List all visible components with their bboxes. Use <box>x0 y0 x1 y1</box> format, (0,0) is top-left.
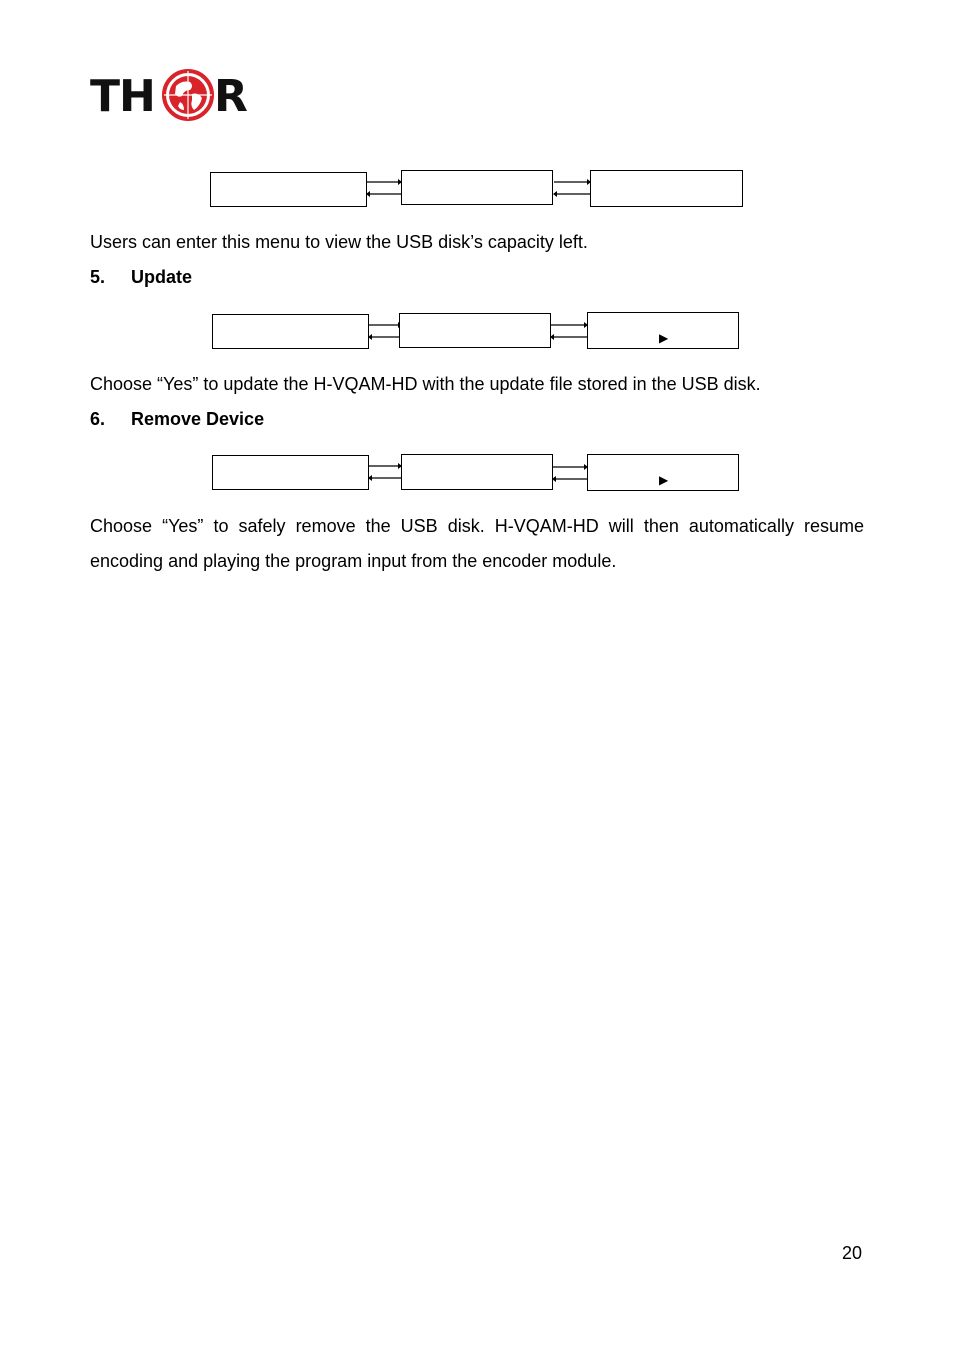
menu-box-level-1 <box>210 172 367 207</box>
menu-box-level-3 <box>587 312 739 349</box>
usb-capacity-description: Users can enter this menu to view the USB disk’s capacity left. <box>90 232 588 252</box>
section-heading-remove-device <box>90 407 264 431</box>
logo-letter-r: R <box>214 71 248 122</box>
bidirectional-arrows-icon <box>368 460 402 484</box>
thor-logo <box>90 68 252 126</box>
menu-box-level-2 <box>401 454 553 490</box>
globe-icon <box>162 68 214 122</box>
bidirectional-arrows-icon <box>553 176 591 200</box>
update-description: Choose “Yes” to update the H-VQAM-HD with the update file stored in the USB disk. <box>90 374 761 394</box>
menu-flow-update <box>0 310 954 350</box>
section-title: Remove Device <box>131 409 265 429</box>
section-title: Update <box>131 267 193 287</box>
page-number: 20 <box>842 1243 863 1263</box>
section-heading-update <box>90 265 192 289</box>
menu-flow-usb-capacity <box>0 168 954 208</box>
menu-box-level-3 <box>590 170 743 207</box>
bidirectional-arrows-icon <box>550 319 588 343</box>
menu-flow-remove-device <box>0 452 954 492</box>
logo-letters-th: TH <box>90 71 155 122</box>
menu-box-level-3 <box>587 454 739 491</box>
menu-box-level-2 <box>401 170 553 205</box>
menu-box-level-1 <box>212 314 369 349</box>
play-arrow-icon: ▶ <box>659 473 669 487</box>
play-arrow-icon: ▶ <box>659 331 669 345</box>
bidirectional-arrows-icon <box>368 319 402 343</box>
section-number: 5. <box>90 267 106 287</box>
bidirectional-arrows-icon <box>552 461 588 485</box>
menu-box-level-1 <box>212 455 369 490</box>
remove-device-description: Choose “Yes” to safely remove the USB disk. H-VQAM-HD will then automatically resume encoding and playing the program input from the encoder module. <box>90 516 864 571</box>
section-number: 6. <box>90 409 106 429</box>
menu-box-level-2 <box>399 313 551 348</box>
bidirectional-arrows-icon <box>366 176 402 200</box>
